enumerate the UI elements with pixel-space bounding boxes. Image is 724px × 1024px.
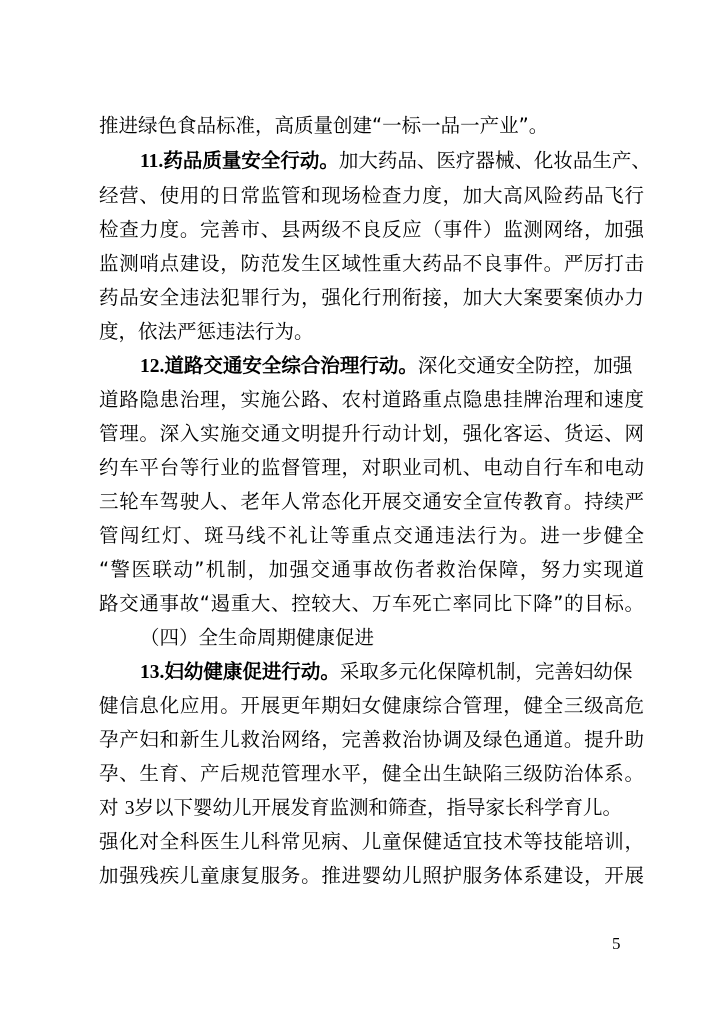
heading-title: 妇幼健康促进行动。 (164, 660, 340, 683)
paragraph-line: 道路隐患治理，实施公路、农村道路重点隐患挂牌治理和速度 (99, 388, 644, 411)
paragraph-text: 对 (99, 796, 125, 819)
paragraph-line: 孕、生育、产后规范管理水平，健全出生缺陷三级防治体系。 (99, 762, 644, 785)
paragraph-line: 约车平台等行业的监督管理，对职业司机、电动自行车和电动 (99, 456, 644, 479)
paragraph-text: 加大药品、医疗器械、化妆品生产、 (338, 149, 651, 172)
paragraph-digit: 3 (124, 798, 135, 819)
paragraph-line (99, 790, 644, 826)
paragraph-line: 检查力度。完善市、县两级不良反应（事件）监测网络，加强 (99, 218, 644, 241)
heading-number: 12. (140, 356, 165, 377)
page-number: 5 (612, 934, 621, 953)
paragraph-text: 深化交通安全防控，加强 (417, 354, 633, 377)
paragraph-line: 药品安全违法犯罪行为，强化行刑衔接，加大大案要案侦办力 (99, 286, 644, 309)
section-heading-12 (140, 348, 632, 384)
paragraph-line: 强化对全科医生儿科常见病、儿童保健适宜技术等技能培训， (99, 830, 644, 853)
subsection-heading: （四）全生命周期健康促进 (140, 626, 375, 649)
paragraph-line: 监测哨点建设，防范发生区域性重大药品不良事件。严厉打击 (99, 252, 644, 275)
heading-title: 道路交通安全综合治理行动。 (164, 354, 418, 377)
paragraph-line: “警医联动”机制，加强交通事故伤者救治保障，努力实现道 (99, 558, 644, 581)
heading-number: 11. (140, 151, 164, 172)
paragraph-line: 度，依法严惩违法行为。 (99, 320, 314, 343)
paragraph-line: 管闯红灯、斑马线不礼让等重点交通违法行为。进一步健全 (99, 524, 644, 547)
paragraph-line: 经营、使用的日常监管和现场检查力度，加大高风险药品飞行 (99, 184, 644, 207)
paragraph-text: 采取多元化保障机制，完善妇幼保 (339, 660, 633, 683)
paragraph-line: 路交通事故“遏重大、控较大、万车死亡率同比下降”的目标。 (99, 592, 644, 615)
section-heading-13 (140, 654, 632, 690)
paragraph-line: 健信息化应用。开展更年期妇女健康综合管理，健全三级高危 (99, 694, 644, 717)
section-heading-11 (140, 143, 651, 179)
paragraph-line: 管理。深入实施交通文明提升行动计划，强化客运、货运、网 (99, 422, 644, 445)
heading-title: 药品质量安全行动。 (163, 149, 339, 172)
paragraph-line: 三轮车驾驶人、老年人常态化开展交通安全宣传教育。持续严 (99, 490, 644, 513)
paragraph-text: 岁以下婴幼儿开展发育监测和筛查，指导家长科学育儿。 (134, 796, 622, 819)
paragraph-line: 孕产妇和新生儿救治网络，完善救治协调及绿色通道。提升助 (99, 728, 644, 751)
heading-number: 13. (140, 662, 165, 683)
paragraph-line: 加强残疾儿童康复服务。推进婴幼儿照护服务体系建设，开展 (99, 864, 644, 887)
paragraph-line: 推进绿色食品标准，高质量创建“一标一品一产业”。 (99, 114, 549, 137)
